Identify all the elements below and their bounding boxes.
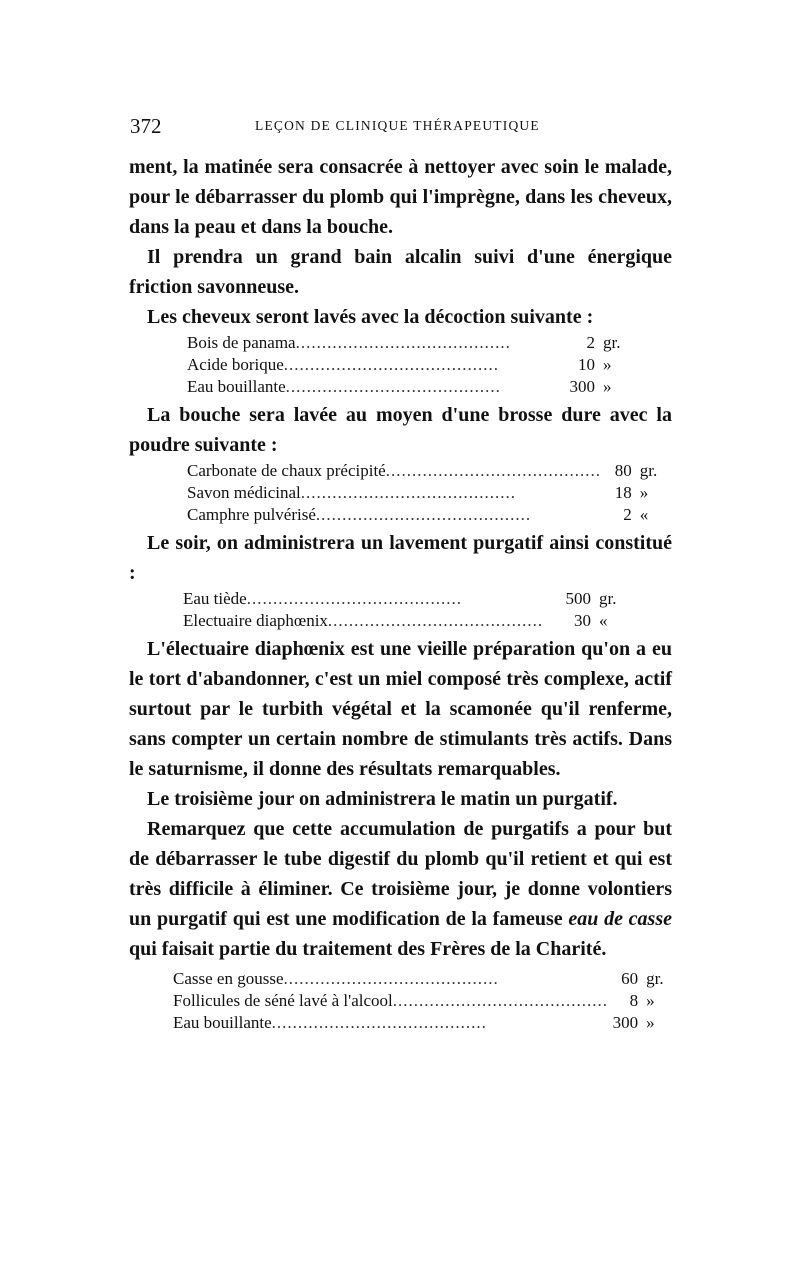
ingredient-name: Bois de panama — [187, 333, 296, 352]
paragraph: L'électuaire diaphœnix est une vieille préparation qu'on a eu le tort d'abandonner, c'est un miel composé très complexe, actif surtout par le turbith végétal et la scamonée qu'il renferme, sans compter un certain nombre de stimulants très actifs. Dans le saturnisme, il donne des résultats remarquables. — [129, 638, 672, 780]
running-title: LEÇON DE CLINIQUE THÉRAPEUTIQUE — [255, 118, 540, 133]
recipe-row: Savon médicinal......................................... 18 » — [187, 482, 672, 504]
recipe-table — [187, 460, 672, 526]
ingredient-quantity: 80 — [614, 461, 632, 480]
recipe-row: Camphre pulvérisé......................................... 2 « — [187, 504, 672, 526]
ingredient-quantity: 300 — [612, 1013, 639, 1032]
ingredient-unit: « — [599, 611, 608, 630]
ingredient-unit: « — [639, 505, 649, 524]
ingredient-quantity: 30 — [574, 611, 591, 630]
ingredient-unit: gr. — [639, 461, 658, 480]
ingredient-unit: gr. — [599, 589, 617, 608]
text-run: Remarquez que cette accumulation de purgatifs a pour but de débarrasser le tube digestif du plomb qu'il retient et qui est très difficile à éliminer. Ce troisième jour, je donne volontiers un purgatif qui est une modification de la fameuse — [129, 818, 672, 930]
ingredient-unit: » — [646, 1013, 655, 1032]
ingredient-name: Camphre pulvérisé — [187, 505, 316, 524]
paragraph: La bouche sera lavée au moyen d'une brosse dure avec la poudre suivante : — [129, 404, 672, 456]
ingredient-name: Acide borique — [187, 355, 284, 374]
recipe-row: Electuaire diaphœnix......................................... 30 « — [183, 610, 639, 632]
paragraph — [129, 814, 672, 964]
recipe-table — [183, 588, 639, 632]
recipe-row: Casse en gousse......................................... 60 gr. — [173, 968, 672, 990]
italic-term: eau de casse — [568, 908, 672, 930]
ingredient-quantity: 500 — [565, 589, 591, 608]
paragraph: Le soir, on administrera un lavement purgatif ainsi constitué : — [129, 532, 672, 584]
recipe-row: Bois de panama......................................... 2 gr. — [187, 332, 643, 354]
ingredient-quantity: 300 — [569, 377, 595, 396]
ingredient-quantity: 10 — [578, 355, 595, 374]
recipe-table — [173, 968, 672, 1034]
ingredient-unit: gr. — [603, 333, 621, 352]
text-run: qui faisait partie du traitement des Frères de la Charité. — [129, 938, 607, 960]
page-header — [130, 114, 670, 144]
paragraph: Les cheveux seront lavés avec la décoction suivante : — [147, 306, 594, 328]
recipe-row: Eau tiède......................................... 500 gr. — [183, 588, 639, 610]
page-body — [129, 152, 672, 1036]
paragraph: Il prendra un grand bain alcalin suivi d'une énergique friction savonneuse. — [129, 246, 672, 298]
ingredient-name: Eau bouillante — [173, 1013, 272, 1032]
recipe-row: Eau bouillante......................................... 300 » — [173, 1012, 672, 1034]
ingredient-unit: » — [603, 355, 612, 374]
ingredient-quantity: 18 — [614, 483, 632, 502]
ingredient-unit: » — [603, 377, 612, 396]
recipe-table — [187, 332, 643, 398]
ingredient-name: Electuaire diaphœnix — [183, 611, 328, 630]
ingredient-name: Follicules de séné lavé à l'alcool — [173, 991, 393, 1010]
ingredient-quantity: 2 — [586, 333, 595, 352]
ingredient-unit: » — [639, 483, 649, 502]
recipe-row: Acide borique......................................... 10 » — [187, 354, 643, 376]
paragraph: ment, la matinée sera consacrée à nettoyer avec soin le malade, pour le débarrasser du plomb qui l'imprègne, dans les cheveux, dans la peau et dans la bouche. — [129, 156, 672, 238]
ingredient-name: Carbonate de chaux précipité — [187, 461, 386, 480]
paragraph: Le troisième jour on administrera le matin un purgatif. — [147, 788, 618, 810]
ingredient-name: Eau bouillante — [187, 377, 286, 396]
ingredient-quantity: 60 — [621, 969, 639, 988]
page-number: 372 — [130, 114, 162, 138]
ingredient-name: Casse en gousse — [173, 969, 284, 988]
ingredient-unit: gr. — [646, 969, 664, 988]
ingredient-name: Eau tiède — [183, 589, 247, 608]
ingredient-quantity: 2 — [623, 505, 632, 524]
ingredient-quantity: 8 — [629, 991, 639, 1010]
recipe-row: Eau bouillante......................................... 300 » — [187, 376, 643, 398]
recipe-row: Carbonate de chaux précipité......................................... 80 gr. — [187, 460, 672, 482]
ingredient-unit: » — [646, 991, 655, 1010]
ingredient-name: Savon médicinal — [187, 483, 301, 502]
recipe-row: Follicules de séné lavé à l'alcool......................................... 8 » — [173, 990, 672, 1012]
